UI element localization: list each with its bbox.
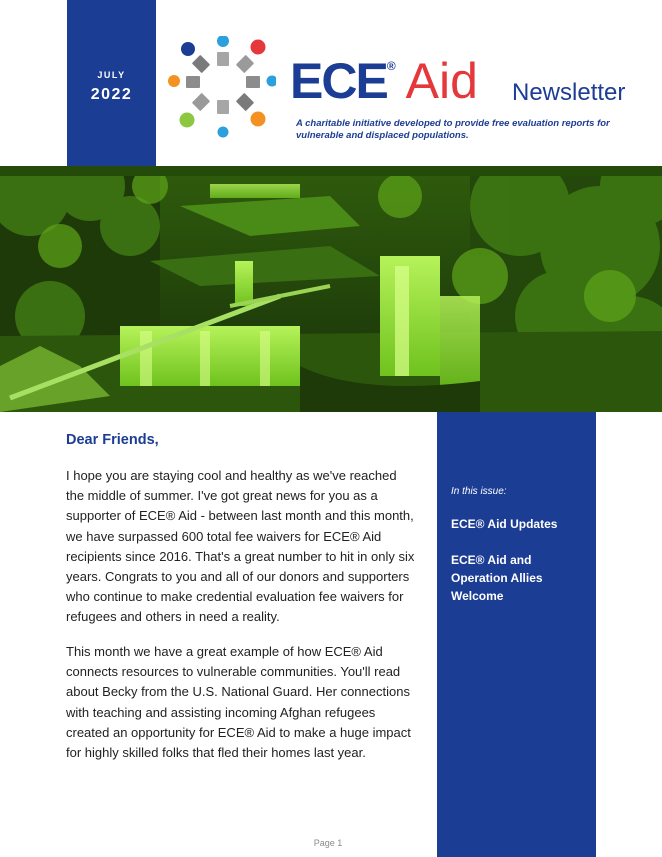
- wordmark-aid: Aid: [405, 53, 478, 109]
- page-number: Page 1: [313, 838, 343, 848]
- letter-paragraph-1: I hope you are staying cool and healthy as we've reached the middle of summer. I've got great news for you as a supporter of ECE® Aid - between last month and this month, we have surpassed 600 total fee waivers for ECE® Aid recipients since 2016. That's a great number to hit in only six years. Congrats to you and all of our donors and supporters who continue to make credential evaluation fee waivers for refugees and others in need a reality.: [66, 468, 415, 625]
- wordmark-ece: ECE: [290, 53, 387, 109]
- letter-paragraph-2: This month we have a great example of how ECE® Aid connects resources to vulnerable communities. You'll read about Becky from the U.S. National Guard. Her connections with teaching and assisting incoming Afghan refugees created an opportunity for ECE® Aid to make a huge impact for highly skilled folks that fled their homes last year.: [66, 644, 411, 761]
- in-this-issue-sidebar: [437, 412, 596, 857]
- date-block: [67, 0, 156, 166]
- sidebar-item-operation-allies[interactable]: ECE® Aid and Operation Allies Welcome: [451, 553, 543, 603]
- sidebar-label: In this issue:: [451, 486, 507, 497]
- issue-month: JULY: [97, 70, 126, 80]
- issue-year: 2022: [90, 86, 133, 103]
- tagline: A charitable initiative developed to provide free evaluation reports for vulnerable and displaced populations.: [296, 118, 610, 141]
- waterfall-photo: [0, 166, 662, 412]
- ece-aid-logo-icon: [166, 36, 276, 141]
- sidebar-item-aid-updates[interactable]: ECE® Aid Updates: [451, 517, 558, 531]
- newsletter-wordmark: [290, 53, 478, 109]
- wordmark-newsletter: Newsletter: [512, 79, 626, 106]
- waterfall-image: [0, 166, 662, 412]
- letter-greeting: Dear Friends,: [66, 432, 159, 448]
- wordmark-registered: ®: [386, 59, 396, 73]
- page-footer: [0, 838, 662, 848]
